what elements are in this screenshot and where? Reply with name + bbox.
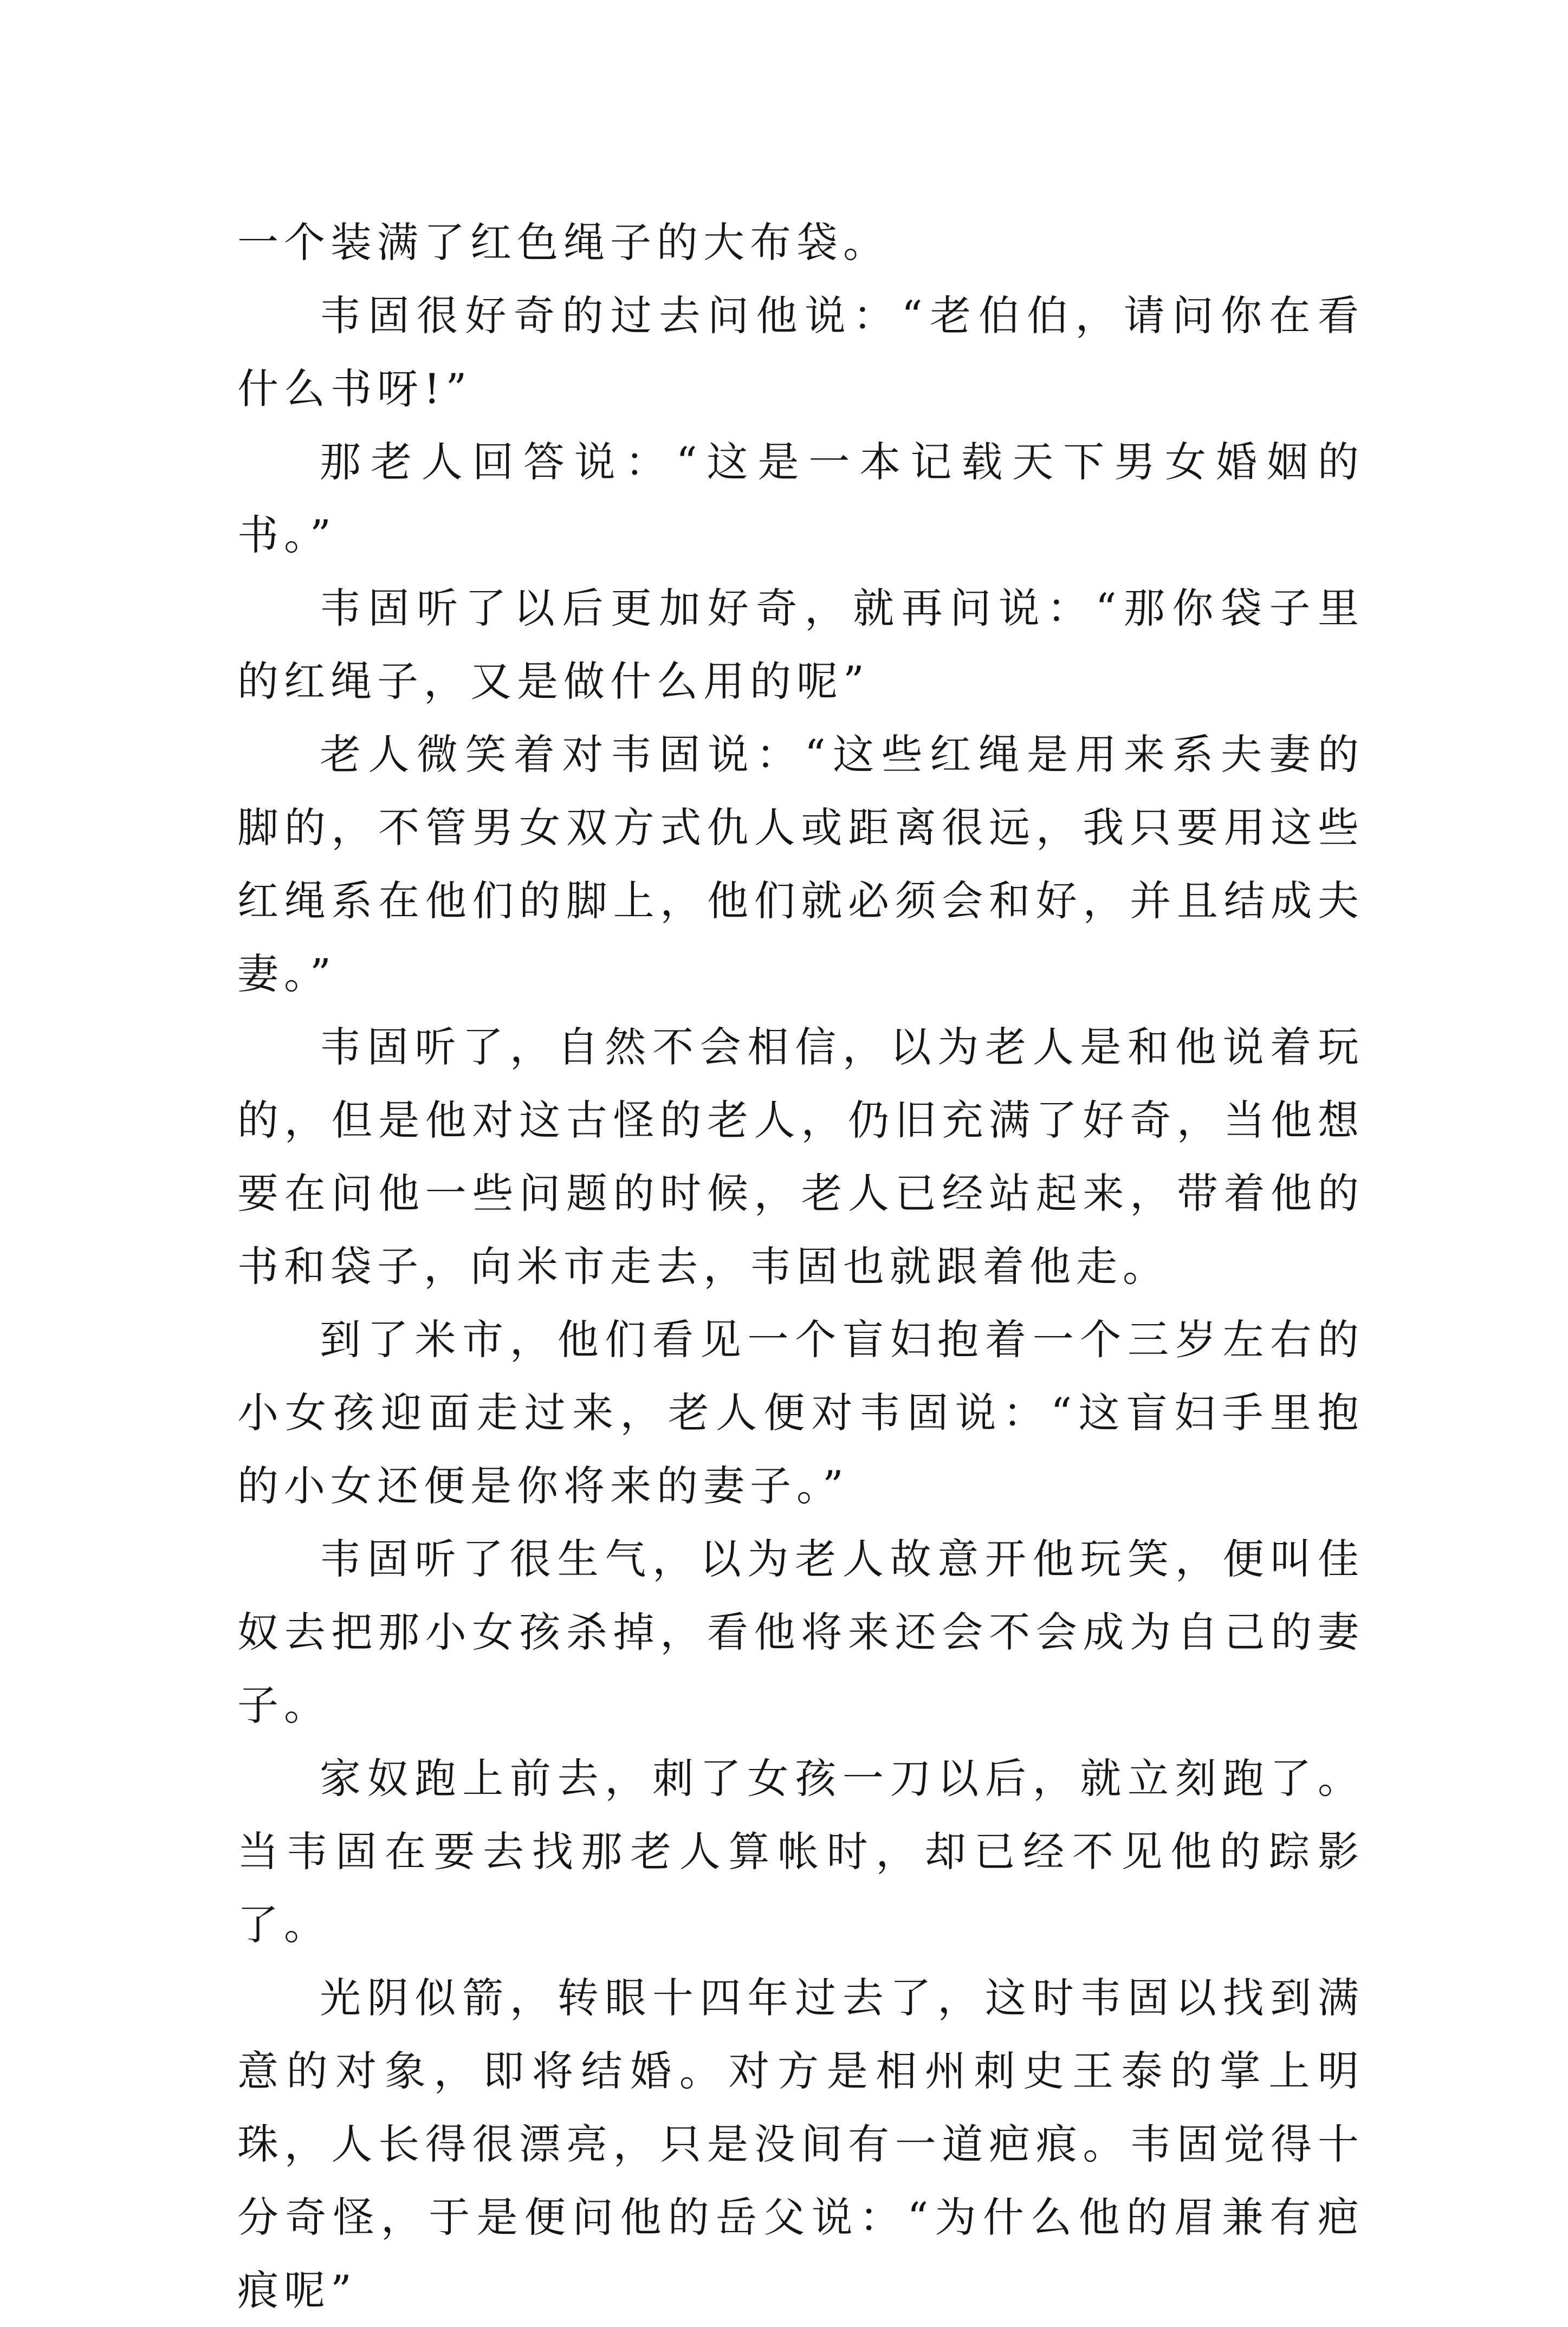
document-body — [237, 206, 1364, 2327]
paragraph: 一个装满了红色绳子的大布袋。 — [237, 218, 890, 267]
paragraph: 那老人回答说：“这是一本记载天下男女婚姻的书。” — [237, 438, 1364, 559]
paragraph: 到了米市，他们看见一个盲妇抱着一个三岁左右的小女孩迎面走过来，老人便对韦固说：“这盲妇手里抱的小女还便是你将来的妻子。” — [237, 1315, 1364, 1510]
paragraph: 韦固听了，自然不会相信，以为老人是和他说着玩的，但是他对这古怪的老人，仍旧充满了好奇，当他想要在问他一些问题的时候，老人已经站起来，带着他的书和袋子，向米市走去，韦固也就跟着他走。 — [237, 1023, 1364, 1291]
paragraph: 韦固很好奇的过去问他说：“老伯伯，请问你在看什么书呀!” — [237, 291, 1364, 413]
paragraph: 家奴跑上前去，刺了女孩一刀以后，就立刻跑了。当韦固在要去找那老人算帐时，却已经不见他的踪影了。 — [237, 1754, 1364, 1949]
paragraph: 光阴似箭，转眼十四年过去了，这时韦固以找到满意的对象，即将结婚。对方是相州刺史王泰的掌上明珠，人长得很漂亮，只是没间有一道疤痕。韦固觉得十分奇怪，于是便问他的岳父说：“为什么他的眉兼有疤痕呢” — [237, 1974, 1364, 2315]
paragraph: 韦固听了以后更加好奇，就再问说：“那你袋子里的红绳子，又是做什么用的呢” — [237, 584, 1364, 705]
paragraph: 老人微笑着对韦固说：“这些红绳是用来系夫妻的脚的，不管男女双方式仇人或距离很远，我只要用这些红绳系在他们的脚上，他们就必须会和好，并且结成夫妻。” — [237, 730, 1364, 998]
paragraph: 韦固听了很生气，以为老人故意开他玩笑，便叫佳奴去把那小女孩杀掉，看他将来还会不会成为自己的妻子。 — [237, 1535, 1364, 1729]
